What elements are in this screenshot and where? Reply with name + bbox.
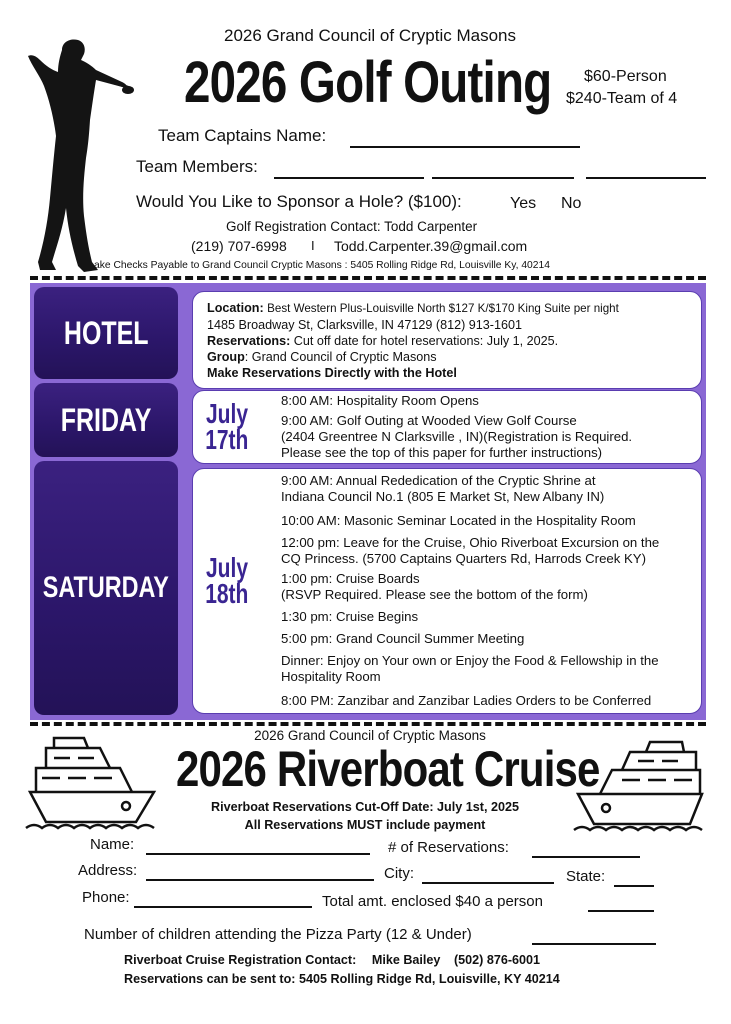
friday-event-3: (2404 Greentree N Clarksville , IN)(Registration is Required.: [281, 429, 633, 444]
hotel-info-box: [192, 291, 702, 389]
cruise-phone-field[interactable]: [134, 906, 312, 908]
hotel-reservations-value: Cut off date for hotel reservations: July 1, 2025.: [293, 334, 559, 348]
saturday-event-5: CQ Princess. (5700 Captains Quarters Rd, Harrods Creek KY): [281, 551, 646, 566]
saturday-event-4: 12:00 pm: Leave for the Cruise, Ohio Riverboat Excursion on the: [281, 535, 660, 550]
saturday-date-day: 18th: [205, 578, 249, 609]
saturday-event-7: (RSVP Required. Please see the bottom of the form): [281, 587, 588, 602]
cruise-city-label: City:: [384, 865, 414, 882]
saturday-event-1: 9:00 AM: Annual Rededication of the Cryptic Shrine at: [281, 473, 596, 488]
hotel-text: [207, 300, 697, 381]
cruise-total-field[interactable]: [588, 910, 654, 912]
hotel-location-label: Location:: [207, 301, 264, 315]
team-captain-field[interactable]: [350, 146, 580, 148]
friday-date: [197, 398, 257, 455]
saturday-date-month: July: [205, 552, 249, 583]
cruise-cutoff: Riverboat Reservations Cut-Off Date: July 1st, 2025: [211, 800, 519, 814]
hotel-location-value: Best Western Plus-Louisville North $127 K/$170 King Suite per night: [267, 302, 619, 315]
sponsor-no-option[interactable]: No: [561, 195, 582, 212]
team-members-label: Team Members:: [136, 157, 258, 176]
cruise-children-label: Number of children attending the Pizza Party (12 & Under): [84, 926, 472, 943]
checks-payable-line: ake Checks Payable to Grand Council Cryptic Masons : 5405 Rolling Ridge Rd, Louisville Ky, 40214: [94, 260, 550, 271]
cruise-reservations-field[interactable]: [532, 856, 640, 858]
saturday-info-box: [192, 468, 702, 714]
friday-date-day: 17th: [205, 424, 249, 455]
saturday-event-9: 5:00 pm: Grand Council Summer Meeting: [281, 631, 525, 646]
golf-contact-phone: (219) 707-6998: [191, 238, 287, 254]
cruise-send-to: Reservations can be sent to: 5405 Rolling Ridge Rd, Louisville, KY 40214: [124, 972, 560, 986]
saturday-event-12: 8:00 PM: Zanzibar and Zanzibar Ladies Orders to be Conferred: [281, 693, 652, 708]
cruise-org-title: 2026 Grand Council of Cryptic Masons: [254, 728, 486, 743]
saturday-date: [197, 552, 257, 609]
cruise-address-label: Address:: [78, 862, 138, 879]
sponsor-question: Would You Like to Sponsor a Hole? ($100):: [136, 192, 462, 211]
hotel-group-value: : Grand Council of Cryptic Masons: [244, 350, 437, 364]
golf-price-person: $60-Person: [584, 68, 667, 85]
saturday-event-11: Hospitality Room: [281, 669, 381, 684]
cruise-contact-phone: (502) 876-6001: [453, 953, 541, 967]
saturday-event-8: 1:30 pm: Cruise Begins: [281, 609, 419, 624]
team-captain-label: Team Captains Name:: [158, 126, 327, 145]
golf-contact-line: Golf Registration Contact: Todd Carpenter: [226, 219, 478, 234]
cruise-total-label: Total amt. enclosed $40 a person: [322, 893, 543, 910]
friday-info-box: [192, 390, 702, 464]
cruise-phone-label: Phone:: [82, 889, 130, 906]
hotel-direct-note: Make Reservations Directly with the Hotel: [207, 366, 457, 380]
hotel-label: HOTEL: [63, 314, 149, 351]
friday-event-2: 9:00 AM: Golf Outing at Wooded View Golf Course: [281, 413, 577, 428]
golf-contact-email: Todd.Carpenter.39@gmail.com: [334, 238, 528, 254]
cruise-contact-line: [124, 953, 540, 967]
friday-date-month: July: [205, 398, 249, 429]
saturday-label-box: [34, 461, 178, 715]
cruise-state-field[interactable]: [614, 885, 654, 887]
golf-org-title: 2026 Grand Council of Cryptic Masons: [224, 26, 516, 45]
cruise-name-field[interactable]: [146, 853, 370, 855]
hotel-label-box: [34, 287, 178, 379]
cruise-payment-note: All Reservations MUST include payment: [244, 818, 486, 832]
hotel-group-label: Group: [207, 350, 245, 364]
golf-price-team: $240-Team of 4: [566, 90, 678, 107]
hotel-address: 1485 Broadway St, Clarksville, IN 47129 (812) 913-1601: [207, 318, 523, 332]
friday-label: FRIDAY: [60, 401, 152, 438]
golfer-silhouette-icon: [26, 36, 138, 276]
saturday-label: SATURDAY: [42, 571, 170, 604]
friday-event-1: 8:00 AM: Hospitality Room Opens: [281, 393, 479, 408]
team-member-field-2[interactable]: [432, 177, 574, 179]
sponsor-yes-option[interactable]: Yes: [510, 195, 537, 212]
golf-contact-separator: I: [311, 238, 315, 253]
friday-event-4: Please see the top of this paper for further instructions): [281, 445, 603, 460]
cruise-contact-label: Riverboat Cruise Registration Contact:: [124, 953, 357, 967]
cruise-state-label: State:: [566, 868, 606, 885]
golf-event-title: 2026 Golf Outing: [184, 50, 552, 115]
saturday-event-6: 1:00 pm: Cruise Boards: [281, 571, 420, 586]
team-member-field-3[interactable]: [586, 177, 706, 179]
saturday-event-2: Indiana Council No.1 (805 E Market St, New Albany IN): [281, 489, 605, 504]
cruise-address-field[interactable]: [146, 879, 374, 881]
cruise-contact-name: Mike Bailey: [371, 953, 441, 967]
friday-label-box: [34, 383, 178, 457]
left-boat-icon: [24, 732, 160, 832]
cruise-children-field[interactable]: [532, 943, 656, 945]
cruise-reservations-label: # of Reservations:: [388, 839, 509, 856]
saturday-event-3: 10:00 AM: Masonic Seminar Located in the Hospitality Room: [281, 513, 636, 528]
schedule-panel: [30, 283, 706, 720]
top-dashed-divider: [30, 276, 706, 280]
cruise-city-field[interactable]: [422, 882, 554, 884]
bottom-dashed-divider: [30, 722, 706, 726]
cruise-event-title: 2026 Riverboat Cruise: [176, 741, 600, 797]
cruise-name-label: Name:: [90, 836, 135, 853]
team-member-field-1[interactable]: [274, 177, 424, 179]
saturday-event-10: Dinner: Enjoy on Your own or Enjoy the Food & Fellowship in the: [281, 653, 659, 668]
hotel-reservations-label: Reservations:: [207, 334, 291, 348]
